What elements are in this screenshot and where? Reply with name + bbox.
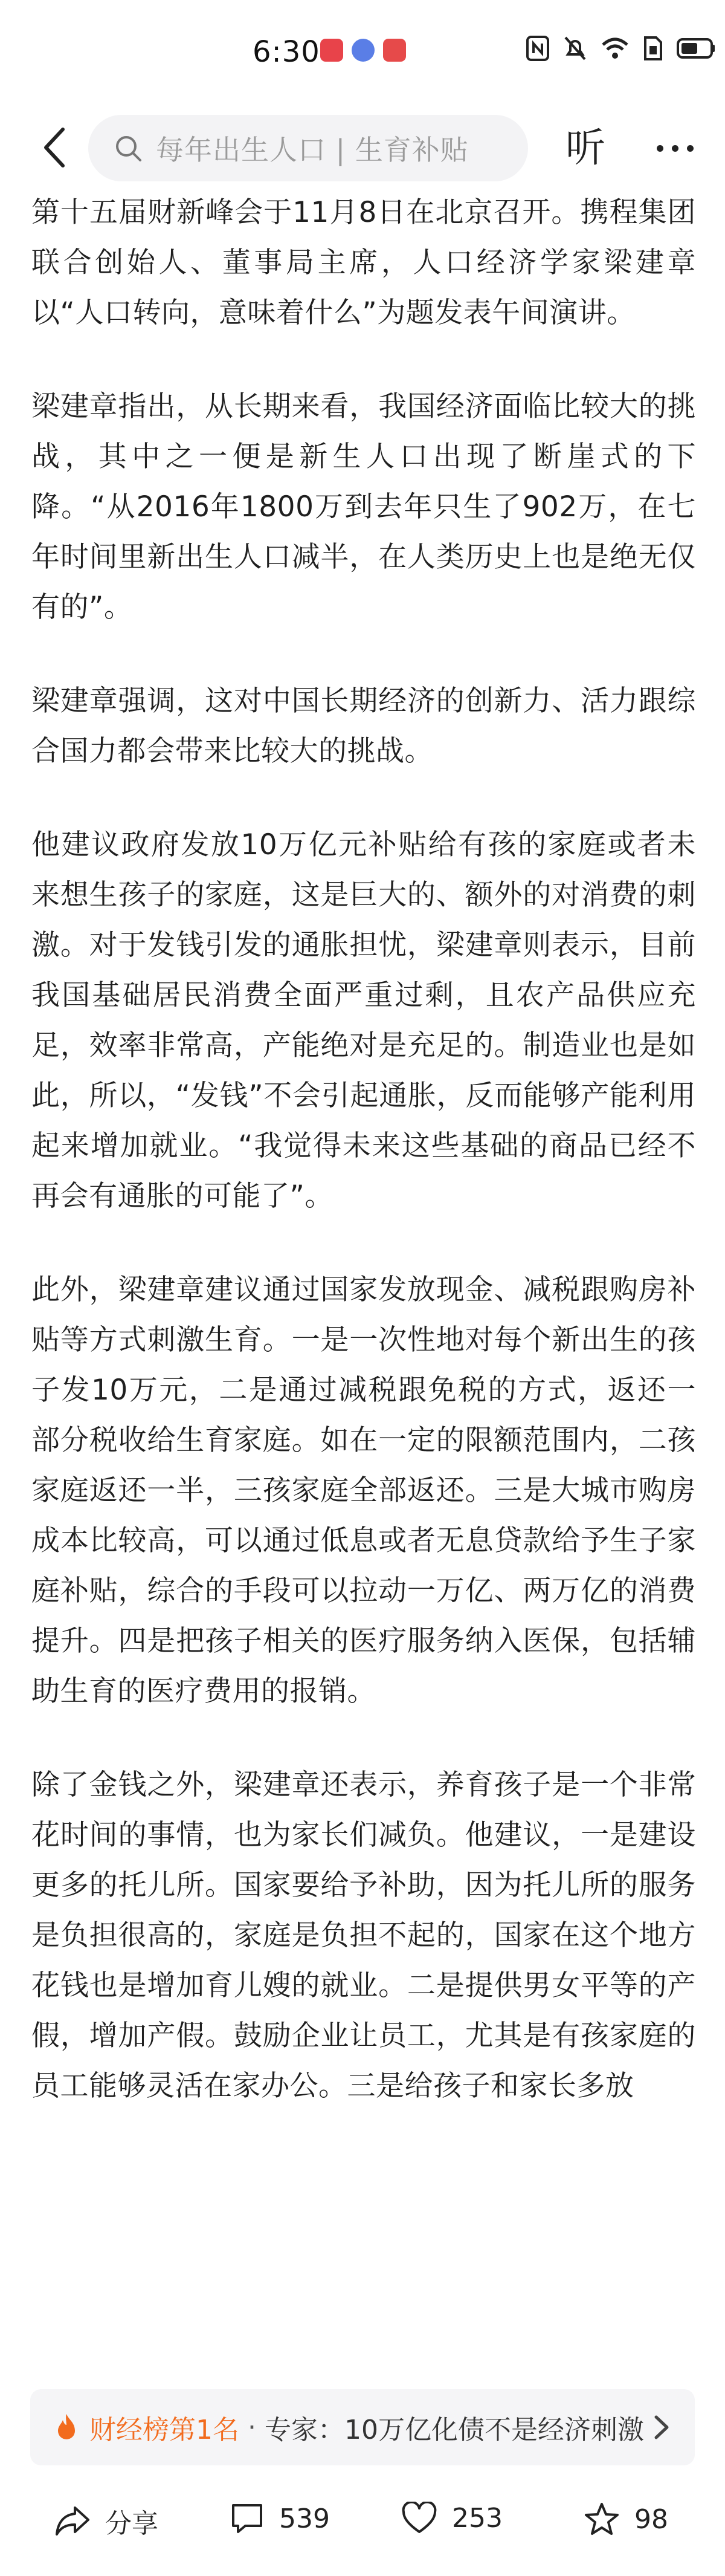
comment-icon bbox=[230, 2502, 265, 2535]
battery-icon bbox=[677, 38, 715, 59]
status-bar bbox=[0, 0, 725, 109]
back-button[interactable] bbox=[30, 122, 79, 173]
search-placeholder: 每年出生人口 | 生育补贴 bbox=[156, 134, 469, 166]
article-body bbox=[31, 187, 696, 2155]
wifi-icon bbox=[601, 36, 630, 60]
share-icon bbox=[54, 2504, 91, 2538]
star-icon bbox=[584, 2502, 620, 2537]
comments-count: 539 bbox=[279, 2503, 330, 2534]
status-app-icons bbox=[320, 39, 406, 62]
more-dot bbox=[672, 145, 678, 152]
app-notification-icon bbox=[320, 39, 343, 62]
nfc-icon bbox=[526, 35, 550, 62]
more-button[interactable] bbox=[648, 121, 702, 175]
article-paragraph: 第十五届财新峰会于11月8日在北京召开。携程集团联合创始人、董事局主席，人口经济学家梁建章以“人口转向，意味着什么”为题发表午间演讲。 bbox=[31, 196, 696, 329]
share-button[interactable] bbox=[54, 2502, 158, 2540]
back-arrow-icon bbox=[42, 127, 66, 168]
chevron-right-icon bbox=[649, 2413, 673, 2441]
article-paragraph: 此外，梁建章建议通过国家发放现金、减税跟购房补贴等方式刺激生育。一是一次性地对每个新出生的孩子发10万元，二是通过减税跟免税的方式，返还一部分税收给生育家庭。如在一定的限额范围内，二孩家庭返还一半，三孩家庭全部返还。三是大城市购房成本比较高，可以通过低息或者无息贷款给予生子家庭补贴，综合的手段可以拉动一万亿、两万亿的消费提升。四是把孩子相关的医疗服务纳入医保，包括辅助生育的医疗费用的报销。 bbox=[31, 1273, 696, 1708]
like-button[interactable] bbox=[401, 2502, 503, 2534]
app-notification-icon bbox=[383, 39, 406, 62]
search-input[interactable] bbox=[88, 115, 528, 181]
flame-icon bbox=[54, 2413, 79, 2442]
hot-rank-label: 财经榜第1名 bbox=[89, 2415, 239, 2445]
share-label: 分享 bbox=[105, 2508, 158, 2539]
sim-icon bbox=[643, 35, 663, 62]
separator-dot: · bbox=[248, 2412, 256, 2443]
status-time: 6:30 bbox=[253, 35, 320, 69]
bottom-action-bar bbox=[0, 2490, 725, 2576]
heart-icon bbox=[401, 2502, 437, 2534]
article-paragraph: 除了金钱之外，梁建章还表示，养育孩子是一个非常花时间的事情，也为家长们减负。他建议，一是建设更多的托儿所。国家要给予补助，因为托儿所的服务是负担很高的，家庭是负担不起的，国家在这个地方花钱也是增加育儿嫂的就业。二是提供男女平等的产假，增加产假。鼓励企业让员工，尤其是有孩家庭的员工能够灵活在家办公。三是给孩子和家长多放 bbox=[31, 1768, 696, 2103]
comments-button[interactable] bbox=[230, 2502, 330, 2535]
favorite-button[interactable] bbox=[584, 2502, 668, 2537]
status-indicators bbox=[526, 35, 715, 62]
top-nav bbox=[0, 109, 725, 187]
hot-rank-bar[interactable] bbox=[30, 2389, 695, 2465]
favorites-count: 98 bbox=[634, 2503, 668, 2535]
search-icon bbox=[114, 134, 143, 163]
listen-button[interactable]: 听 bbox=[566, 125, 605, 171]
hot-topic-title: 专家：10万亿化债不是经济刺激 bbox=[265, 2415, 644, 2445]
mute-icon bbox=[563, 35, 587, 62]
app-notification-icon bbox=[352, 39, 375, 62]
article-paragraph: 他建议政府发放10万亿元补贴给有孩的家庭或者未来想生孩子的家庭，这是巨大的、额外的对消费的刺激。对于发钱引发的通胀担忧，梁建章则表示，目前我国基础居民消费全面严重过剩，且农产品供应充足，效率非常高，产能绝对是充足的。制造业也是如此，所以，“发钱”不会引起通胀，反而能够产能利用起来增加就业。“我觉得未来这些基础的商品已经不再会有通胀的可能了”。 bbox=[31, 828, 696, 1213]
likes-count: 253 bbox=[452, 2502, 503, 2534]
article-paragraph: 梁建章强调，这对中国长期经济的创新力、活力跟综合国力都会带来比较大的挑战。 bbox=[31, 684, 696, 768]
more-dots-icon bbox=[657, 145, 663, 152]
more-dot bbox=[687, 145, 694, 152]
article-paragraph: 梁建章指出，从长期来看，我国经济面临比较大的挑战，其中之一便是新生人口出现了断崖式的下降。“从2016年1800万到去年只生了902万，在七年时间里新出生人口减半，在人类历史上也是绝无仅有的”。 bbox=[31, 390, 696, 624]
